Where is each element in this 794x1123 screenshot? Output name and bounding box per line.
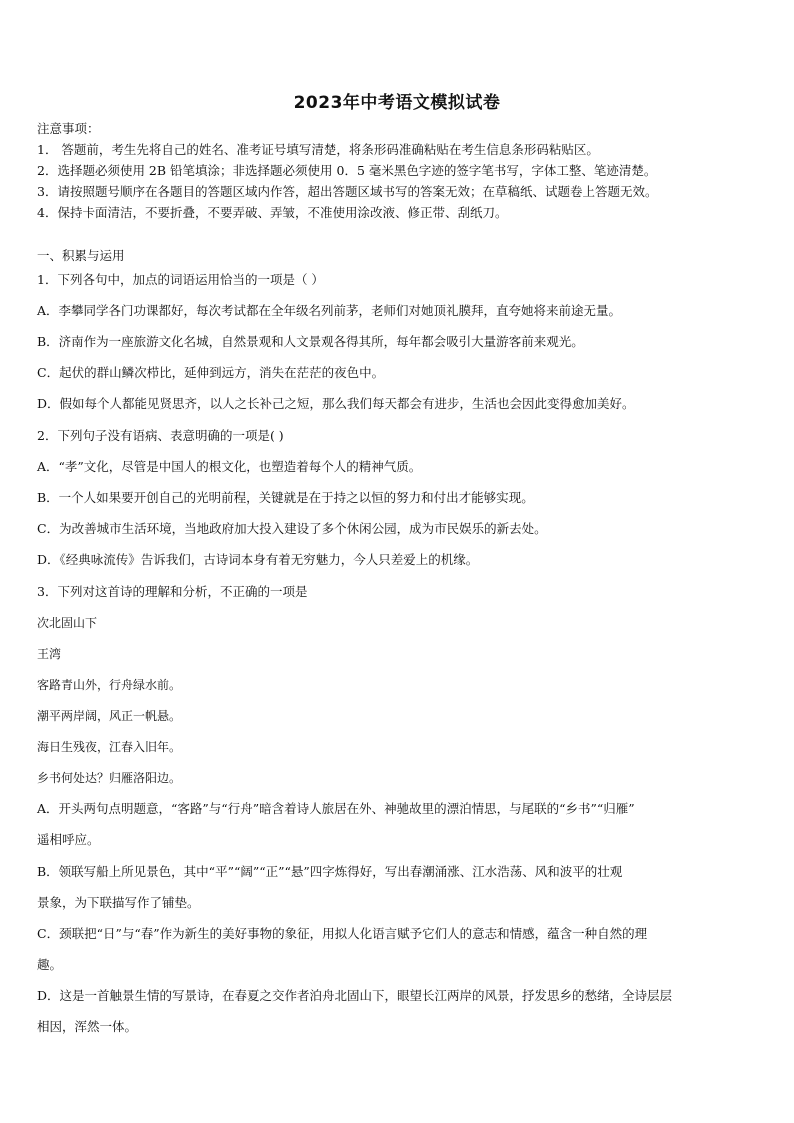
answer-option: B．济南作为一座旅游文化名城，自然景观和人文景观各得其所，每年都会吸引大量游客前来观光。 (37, 334, 584, 349)
notice-heading: 注意事项： (37, 121, 100, 136)
question-stem: 2．下列句子没有语病、表意明确的一项是( ) (37, 428, 284, 443)
answer-option: A．李攀同学各门功课都好，每次考试都在全年级名列前茅，老师们对她顶礼膜拜，直夸她将来前途无量。 (37, 303, 622, 318)
poem-author: 王湾 (37, 647, 62, 661)
answer-option: D．《经典咏流传》告诉我们，古诗词本身有着无穷魅力，今人只差爱上的机缘。 (37, 552, 479, 567)
poem-line: 乡书何处达？归雁洛阳边。 (37, 771, 182, 785)
poem-line: 潮平两岸阔，风正一帆悬。 (37, 709, 182, 723)
question-stem: 3．下列对这首诗的理解和分析，不正确的一项是 (37, 584, 308, 599)
answer-option-continuation: 遥相呼应。 (37, 832, 100, 847)
page-title: 2023年中考语文模拟试卷 (293, 93, 501, 113)
answer-option: C．颈联把“日”与“春”作为新生的美好事物的象征，用拟人化语言赋予它们人的意志和情感，蕴含一种自然的理 (37, 926, 648, 941)
answer-option-continuation: 趣。 (37, 957, 63, 972)
notice-item: 4．保持卡面清洁，不要折叠，不要弄破、弄皱，不准使用涂改液、修正带、刮纸刀。 (37, 205, 508, 220)
question-stem: 1．下列各句中，加点的词语运用恰当的一项是（ ） (37, 272, 324, 287)
answer-option: A．“孝”文化，尽管是中国人的根文化，也塑造着每个人的精神气质。 (37, 459, 422, 474)
answer-option: B．一个人如果要开创自己的光明前程，关键就是在于持之以恒的努力和付出才能够实现。 (37, 490, 534, 505)
answer-option: C．起伏的群山鳞次栉比，延伸到远方，消失在茫茫的夜色中。 (37, 365, 385, 380)
answer-option: D．这是一首触景生情的写景诗，在春夏之交作者泊舟北固山下，眼望长江两岸的风景，抒发思乡的愁绪，全诗层层 (37, 988, 673, 1003)
section-heading: 一、积累与运用 (37, 248, 125, 263)
answer-option-continuation: 相因，浑然一体。 (37, 1019, 138, 1034)
answer-option-continuation: 景象，为下联描写作了铺垫。 (37, 895, 200, 910)
notice-item: 2．选择题必须使用 2B 铅笔填涂；非选择题必须使用 0．5 毫米黑色字迹的签字笔书写，字体工整、笔迹清楚。 (37, 163, 657, 178)
notice-item: 3．请按照题号顺序在各题目的答题区域内作答，超出答题区域书写的答案无效；在草稿纸、试题卷上答题无效。 (37, 184, 658, 199)
answer-option: C．为改善城市生活环境，当地政府加大投入建设了多个休闲公园，成为市民娱乐的新去处。 (37, 521, 547, 536)
poem-line: 客路青山外，行舟绿水前。 (37, 678, 182, 692)
answer-option: D．假如每个人都能见贤思齐，以人之长补己之短，那么我们每天都会有进步，生活也会因此变得愈加美好。 (37, 396, 635, 411)
answer-option: A．开头两句点明题意，“客路”与“行舟”暗含着诗人旅居在外、神驰故里的漂泊情思，与尾联的“乡书”“归雁” (37, 801, 635, 816)
notice-item: 1． 答题前，考生先将自己的姓名、准考证号填写清楚，将条形码准确粘贴在考生信息条形码粘贴区。 (37, 142, 599, 157)
answer-option: B．领联写船上所见景色，其中“平”“阔”“正”“悬”四字炼得好，写出春潮涌涨、江水浩荡、风和波平的壮观 (37, 864, 623, 879)
poem-title: 次北固山下 (37, 616, 98, 630)
poem-line: 海日生残夜，江春入旧年。 (37, 740, 182, 754)
